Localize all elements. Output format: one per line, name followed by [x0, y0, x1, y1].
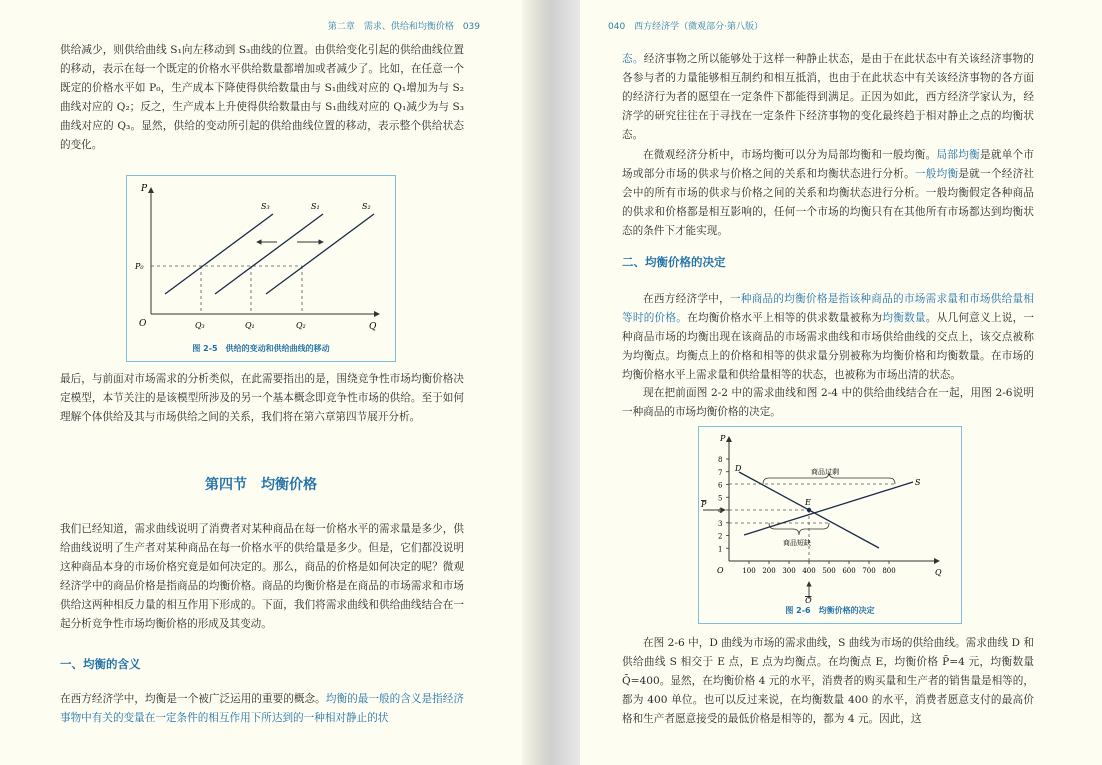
left-page: [0, 0, 522, 765]
paragraph-equilibrium-definition: [60, 690, 464, 728]
origin-label: O: [139, 319, 147, 329]
state-highlight: 态。: [622, 53, 644, 65]
ep-definition: 一种商品的均衡价格是指该种商品的市场需求量和市场供给量相等时的价格。: [622, 293, 1035, 324]
paragraph-static-state: [622, 50, 1034, 145]
eq-y-axis-label: P: [720, 434, 726, 443]
x-tick-label: 800: [882, 567, 896, 575]
q2-label: Q₂: [296, 321, 306, 330]
curve-s2: [266, 214, 374, 294]
ep-text-c: 在均衡价格水平上相等的供求数量被称为: [687, 312, 883, 324]
x-tick-group: [742, 561, 895, 575]
y-tick-label: 3: [718, 519, 723, 528]
section-title: 第四节 均衡价格: [205, 477, 317, 493]
running-header-left: 第二章 需求、供给和均衡价格 039: [327, 22, 480, 32]
figure-2-5-chart: [127, 176, 395, 346]
supply-label: S: [915, 478, 921, 487]
q-bar-label: Q: [805, 596, 812, 603]
supply-curve-s: [744, 482, 913, 535]
paragraph-equilibrium-intro: 我们已经知道，需求曲线说明了消费者对某种商品在每一价格水平的需求量是多少，供给曲线说明了生产者对某种商品在每一价格水平的供给量是多少。但是，它们都没说明这种商品本身的市场价格究竟是如何决定的。那么，商品的价格是如何决定的呢？微观经济学中的商品价格是指商品的均衡价格。商品的均衡价格是在商品的市场需求和市场供给这两种相反力量的相互作用下形成的。下面，我们将需求曲线和供给曲线结合在一起分析竞争性市场均衡价格的形成及其变动。: [60, 523, 464, 630]
y-tick-label: 7: [718, 468, 723, 477]
figure-2-6: [698, 426, 962, 624]
paragraph-partial-general: [622, 146, 1034, 241]
figure-2-5-caption: 图 2-5 供给的变动和供给曲线的移动: [192, 344, 330, 353]
figure-2-6-chart: [699, 427, 961, 603]
x-axis-label: Q: [369, 322, 377, 332]
surplus-label: 商品过剩: [811, 468, 839, 476]
pg-text-e: 是就一个经济社会中的所有市场的供求与价格之间的关系和均衡状态进行分析。一般均衡假定各种商品的供求和价格都是相互影响的，任何一个市场的均衡只有在其他所有市场都达到均衡状态的条件下才能实现。: [622, 168, 1035, 237]
definition-highlight: 均衡的最一般的含义是指经济事物中有关的变量在一定条件的相互作用下所达到的一种相对静止的状: [60, 693, 465, 724]
x-tick-label: 300: [782, 567, 796, 575]
x-tick-label: 200: [762, 567, 776, 575]
paragraph-equilibrium-price-def: [622, 290, 1034, 385]
x-tick-label: 400: [802, 567, 816, 575]
s3-label: S₃: [261, 202, 270, 211]
q1-label: Q₁: [245, 321, 255, 330]
heading-equilibrium-price: 二、均衡价格的决定: [622, 255, 726, 269]
ep-text-e: 。从几何意义上说，一种商品市场的均衡出现在该商品的市场需求曲线和市场供给曲线的交点上，该交点被称为均衡点。均衡点上的价格和相等的供求量分别被称为均衡价格和均衡数量。在市场的均衡价格水平上需求量和供给量相等的状态，也被称为市场出清的状态。: [622, 312, 1035, 381]
paragraph-equilibrium-explanation: 在图 2-6 中，D 曲线为市场的需求曲线，S 曲线为市场的供给曲线。需求曲线 D 和供给曲线 S 相交于 E 点，E 点为均衡点。在均衡点 E，均衡价格 P̄=4 元，均衡数量 Q̄=400。显然，在均衡价格 4 元的水平，消费者的购买量和生产者的销售量是相等的，都为 400 单位。也可以反过来说，在均衡数量 400 的水平，消费者愿意支付的最高价格和生产者愿意接受的最低价格是相等的，都为 4 元。因此，这: [622, 637, 1034, 725]
paragraph-figure-intro: 现在把前面图 2-2 中的需求曲线和图 2-4 中的供给曲线结合在一起，用图 2-6说明一种商品的市场均衡价格的决定。: [622, 387, 1034, 418]
y-tick-group: [718, 456, 729, 553]
pg-text-a: 在微观经济分析中，市场均衡可以分为局部均衡和一般均衡。: [643, 149, 937, 161]
heading-meaning-of-equilibrium: 一、均衡的含义: [60, 657, 141, 671]
equilibrium-label: E: [805, 498, 811, 507]
pg-general-term: 一般均衡: [914, 168, 959, 180]
y-tick-label: 6: [718, 481, 723, 490]
y-axis-label: P: [141, 184, 148, 194]
x-tick-label: 700: [862, 567, 876, 575]
pg-partial-term: 局部均衡: [936, 149, 980, 161]
ep-text-a: 在西方经济学中，: [643, 293, 730, 305]
q3-label: Q₃: [195, 321, 205, 330]
curve-s1: [215, 214, 323, 294]
y-tick-label: 8: [718, 456, 723, 464]
demand-label: D: [735, 464, 742, 473]
ep-quantity-term: 均衡数量: [882, 312, 926, 324]
figure-2-6-caption: 图 2-6 均衡价格的决定: [785, 606, 875, 615]
y-tick-label: 4: [718, 507, 723, 515]
y-tick-label: 2: [718, 532, 723, 541]
y-tick-label: 1: [718, 545, 723, 554]
definition-intro: 在西方经济学中，均衡是一个被广泛运用的重要的概念。: [60, 693, 326, 705]
p0-label: P₀: [135, 262, 144, 271]
state-text: 经济事物之所以能够处于这样一种静止状态，是由于在此状态中有关该经济事物的各参与者的力量能够相互制约和相互抵消，也由于在此状态中有关该经济事物的各方面的经济行为者的愿望在一定条件下都能得到满足。正因为如此，西方经济学家认为，经济学的研究往往在于寻找在一定条件下经济事物的变化最终趋于相对静止之点的均衡状态。: [622, 53, 1035, 141]
curve-s3: [165, 214, 273, 294]
eq-x-axis-label: Q: [935, 568, 942, 577]
p-bar-label: P: [701, 500, 707, 509]
x-tick-label: 100: [742, 567, 756, 575]
paragraph-supply-shift: 供给减少，则供给曲线 S₁向左移动到 S₃曲线的位置。由供给变化引起的供给曲线位置的移动，表示在每一个既定的价格水平供给数量都增加或者减少了。比如，在任意一个既定的价格水平如 P₀，生产成本下降使得供给数量由与 S₁曲线对应的 Q₁增加为与 S₂曲线对应的 Q₂；反之，生产成本上升使得供给数量由与 S₁曲线对应的 Q₁减少为与 S₃曲线对应的 Q₃。显然，供给的变动所引起的供给曲线位置的移动，表示整个供给状态的变化。: [60, 44, 464, 151]
eq-origin-label: O: [717, 566, 724, 575]
figure-2-5: [126, 175, 396, 362]
s2-label: S₂: [362, 202, 371, 211]
y-tick-label: 5: [718, 494, 723, 503]
pg-text-c: 是就单个市场或部分市场的供求与价格之间的关系和均衡状态进行分析。: [622, 149, 1035, 180]
equilibrium-point: [807, 508, 811, 512]
x-tick-label: 600: [842, 567, 856, 575]
paragraph-market-supply: 最后，与前面对市场需求的分析类似，在此需要指出的是，围绕竞争性市场均衡价格决定模型，本节关注的是该模型所涉及的另一个基本概念即竞争性市场的供给。至于如何理解个体供给及其与市场供给之间的关系，我们将在第六章第四节展开分析。: [60, 373, 464, 423]
x-tick-label: 500: [822, 567, 836, 575]
book-gutter: [522, 0, 580, 765]
right-page: [580, 0, 1102, 765]
s1-label: S₁: [311, 202, 320, 211]
running-header-right: 040 西方经济学（微观部分·第八版）: [608, 22, 764, 32]
shortage-label: 商品短缺: [783, 539, 811, 547]
